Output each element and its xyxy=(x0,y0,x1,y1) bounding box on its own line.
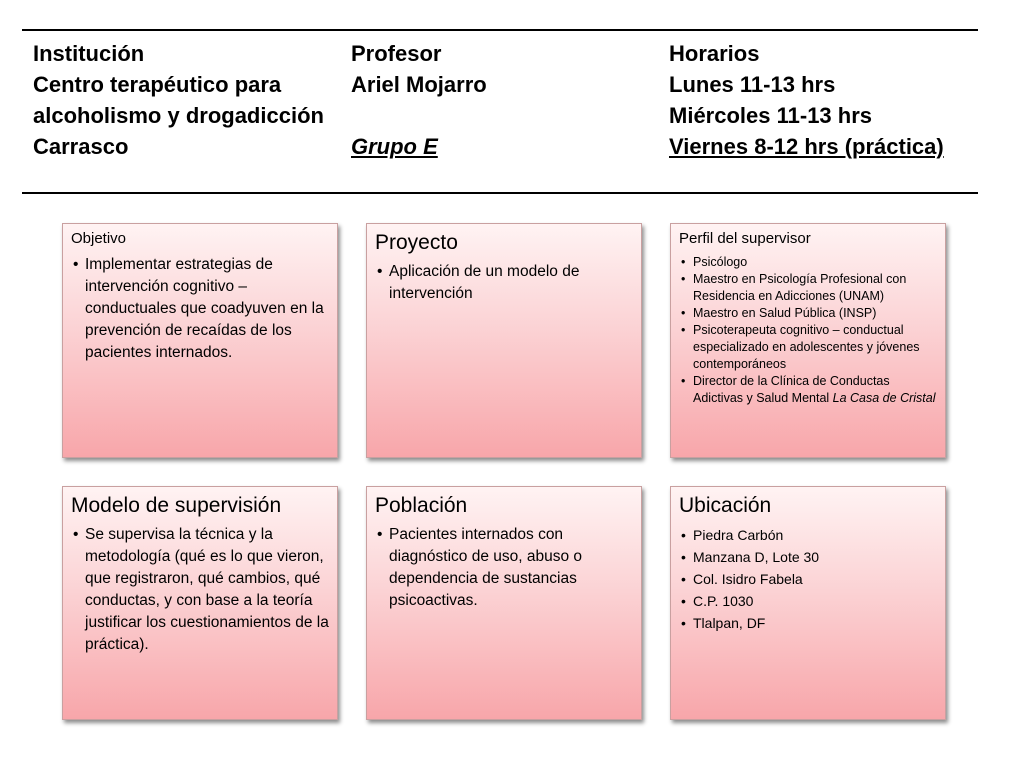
card-title: Objetivo xyxy=(71,230,127,247)
schedule-line: Lunes 11-13 hrs xyxy=(669,72,836,97)
header-schedule-column xyxy=(669,38,944,162)
card-bullets xyxy=(71,254,329,364)
card-title: Modelo de supervisión xyxy=(71,494,282,517)
card-ubicacion xyxy=(670,486,946,720)
bullet-item: • Maestro en Salud Pública (INSP) xyxy=(679,305,937,322)
professor-heading: Profesor xyxy=(351,41,442,66)
card-modelo-supervision xyxy=(62,486,338,720)
header-bottom-rule xyxy=(22,192,978,194)
bullet-item: • Pacientes internados con diagnóstico de uso, abuso o dependencia de sustancias psicoactivas. xyxy=(375,524,633,612)
bullet-item: • C.P. 1030 xyxy=(679,590,937,612)
card-title: Población xyxy=(375,494,468,517)
card-objetivo xyxy=(62,223,338,458)
card-bullets xyxy=(679,254,937,407)
card-poblacion xyxy=(366,486,642,720)
header-institution-column xyxy=(33,38,324,162)
spacer-line xyxy=(351,100,487,131)
institution-line: Carrasco xyxy=(33,134,129,159)
schedule-heading: Horarios xyxy=(669,41,760,66)
institution-heading: Institución xyxy=(33,41,145,66)
bullet-item: • Piedra Carbón xyxy=(679,524,937,546)
card-title: Perfil del supervisor xyxy=(679,230,811,247)
bullet-item: • Tlalpan, DF xyxy=(679,612,937,634)
bullet-text: Director de la Clínica de Conductas Adictivas y Salud Mental xyxy=(693,374,890,405)
card-bullets xyxy=(679,524,937,634)
bullet-item: • Manzana D, Lote 30 xyxy=(679,546,937,568)
card-bullets xyxy=(71,524,329,656)
card-title: Proyecto xyxy=(375,231,458,254)
bullet-item xyxy=(679,373,937,407)
professor-name: Ariel Mojarro xyxy=(351,72,487,97)
schedule-line: Miércoles 11-13 hrs xyxy=(669,103,873,128)
bullet-item: • Maestro en Psicología Profesional con Residencia en Adicciones (UNAM) xyxy=(679,271,937,305)
bullet-item: • Aplicación de un modelo de intervención xyxy=(375,261,633,305)
card-proyecto xyxy=(366,223,642,458)
institution-line: Centro terapéutico para xyxy=(33,72,282,97)
card-bullets xyxy=(375,524,633,612)
institution-line: alcoholismo y drogadicción xyxy=(33,103,324,128)
schedule-line: Viernes 8-12 hrs (práctica) xyxy=(669,134,944,159)
bullet-item: • Psicoterapeuta cognitivo – conductual especializado en adolescentes y jóvenes contemporáneos xyxy=(679,322,937,373)
card-title: Ubicación xyxy=(679,494,772,517)
card-bullets xyxy=(375,261,633,305)
header-professor-column xyxy=(351,38,487,162)
clinic-name: La Casa de Cristal xyxy=(832,391,936,405)
bullet-item: • Psicólogo xyxy=(679,254,937,271)
bullet-item: • Implementar estrategias de intervención cognitivo –conductuales que coadyuven en la prevención de recaídas de los pacientes internados. xyxy=(71,254,329,364)
header-top-rule xyxy=(22,29,978,31)
card-perfil-supervisor xyxy=(670,223,946,458)
bullet-item: • Se supervisa la técnica y la metodología (qué es lo que vieron, que registraron, qué cambios, qué conductas, y con base a la teoría justificar los cuestionamientos de la práctica). xyxy=(71,524,329,656)
bullet-item: • Col. Isidro Fabela xyxy=(679,568,937,590)
group-label: Grupo E xyxy=(351,134,438,159)
